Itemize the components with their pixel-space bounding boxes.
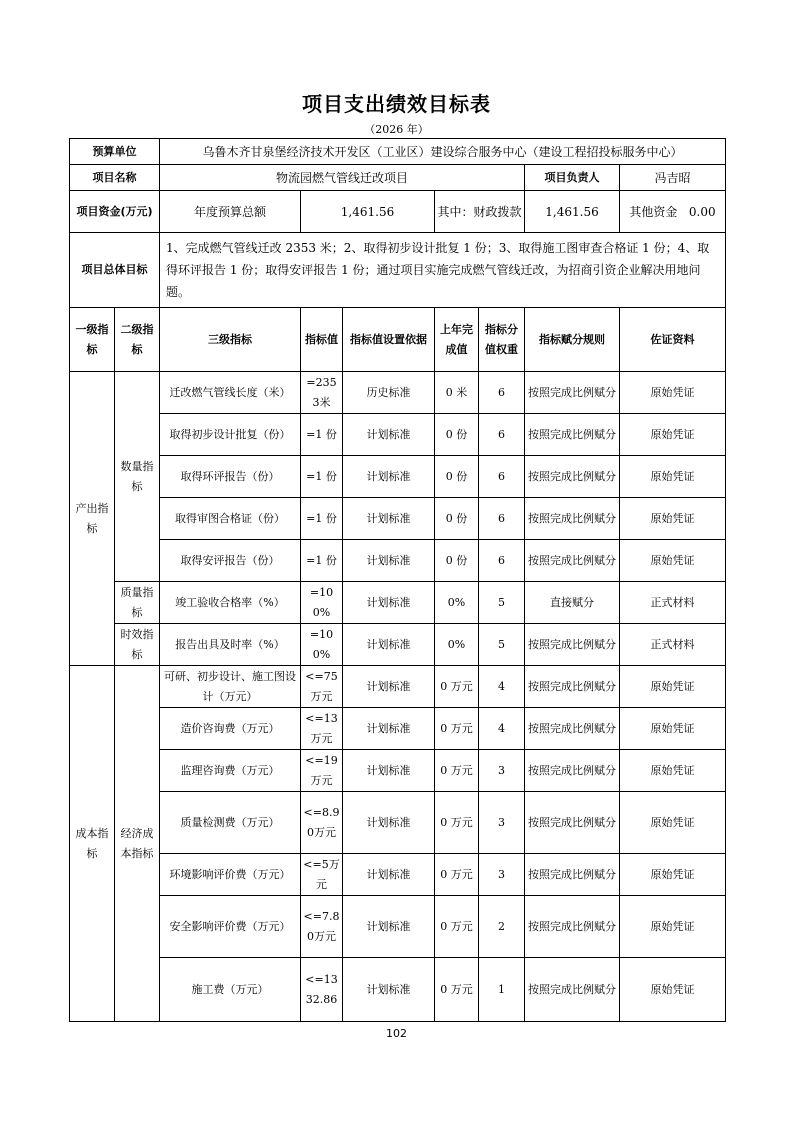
indicator-last-year: 0 份 bbox=[435, 414, 479, 456]
indicator-evidence: 正式材料 bbox=[620, 624, 726, 666]
indicator-name: 监理咨询费（万元） bbox=[160, 750, 301, 792]
indicator-last-year: 0 万元 bbox=[435, 792, 479, 854]
indicator-name: 施工费（万元） bbox=[160, 958, 301, 1022]
indicator-rule: 直接赋分 bbox=[525, 582, 620, 624]
indicator-name: 取得审图合格证（份） bbox=[160, 498, 301, 540]
indicator-value: =1 份 bbox=[301, 540, 343, 582]
indicator-last-year: 0% bbox=[435, 582, 479, 624]
indicator-last-year: 0 份 bbox=[435, 456, 479, 498]
indicator-rule: 按照完成比例赋分 bbox=[525, 456, 620, 498]
indicator-weight: 3 bbox=[479, 750, 525, 792]
leader-value: 冯吉昭 bbox=[620, 165, 726, 191]
indicator-value: =100% bbox=[301, 582, 343, 624]
indicator-value: =1 份 bbox=[301, 456, 343, 498]
project-value: 物流园燃气管线迁改项目 bbox=[160, 165, 525, 191]
indicator-name: 迁改燃气管线长度（米） bbox=[160, 372, 301, 414]
indicator-name: 环境影响评价费（万元） bbox=[160, 854, 301, 896]
indicator-evidence: 原始凭证 bbox=[620, 414, 726, 456]
group-economic: 经济成本指标 bbox=[115, 666, 160, 1022]
indicator-basis: 计划标准 bbox=[343, 708, 435, 750]
group-quantity: 数量指标 bbox=[115, 372, 160, 582]
indicator-weight: 4 bbox=[479, 666, 525, 708]
indicator-rule: 按照完成比例赋分 bbox=[525, 854, 620, 896]
indicator-basis: 计划标准 bbox=[343, 624, 435, 666]
indicator-last-year: 0% bbox=[435, 624, 479, 666]
indicator-basis: 计划标准 bbox=[343, 540, 435, 582]
indicator-evidence: 原始凭证 bbox=[620, 958, 726, 1022]
indicator-evidence: 原始凭证 bbox=[620, 896, 726, 958]
unit-label: 预算单位 bbox=[70, 139, 160, 165]
indicator-weight: 5 bbox=[479, 624, 525, 666]
indicator-weight: 4 bbox=[479, 708, 525, 750]
indicator-weight: 3 bbox=[479, 792, 525, 854]
indicator-weight: 5 bbox=[479, 582, 525, 624]
header-weight: 指标分值权重 bbox=[479, 308, 525, 372]
indicator-evidence: 原始凭证 bbox=[620, 540, 726, 582]
goal-label: 项目总体目标 bbox=[70, 233, 160, 308]
indicator-value: <=19万元 bbox=[301, 750, 343, 792]
indicator-evidence: 原始凭证 bbox=[620, 666, 726, 708]
header-last-year: 上年完成值 bbox=[435, 308, 479, 372]
leader-label: 项目负责人 bbox=[525, 165, 620, 191]
indicator-last-year: 0 万元 bbox=[435, 958, 479, 1022]
indicator-last-year: 0 万元 bbox=[435, 708, 479, 750]
page-number: 102 bbox=[386, 1027, 407, 1040]
indicator-basis: 计划标准 bbox=[343, 498, 435, 540]
indicator-last-year: 0 份 bbox=[435, 540, 479, 582]
fund-label: 项目资金(万元) bbox=[70, 191, 160, 233]
fiscal-label: 其中：财政拨款 bbox=[435, 191, 525, 233]
indicator-last-year: 0 万元 bbox=[435, 666, 479, 708]
indicator-evidence: 原始凭证 bbox=[620, 498, 726, 540]
other-funds-value bbox=[620, 191, 726, 233]
indicator-rule: 按照完成比例赋分 bbox=[525, 666, 620, 708]
indicator-rule: 按照完成比例赋分 bbox=[525, 624, 620, 666]
indicator-rule: 按照完成比例赋分 bbox=[525, 792, 620, 854]
year-label: （2026 年） bbox=[364, 123, 429, 136]
indicator-weight: 2 bbox=[479, 896, 525, 958]
indicator-basis: 计划标准 bbox=[343, 666, 435, 708]
indicator-basis: 计划标准 bbox=[343, 750, 435, 792]
indicator-evidence: 原始凭证 bbox=[620, 708, 726, 750]
header-basis: 指标值设置依据 bbox=[343, 308, 435, 372]
header-level2: 二级指标 bbox=[115, 308, 160, 372]
indicator-value: <=7.80万元 bbox=[301, 896, 343, 958]
indicator-value: =2353米 bbox=[301, 372, 343, 414]
indicator-last-year: 0 万元 bbox=[435, 854, 479, 896]
indicator-basis: 历史标准 bbox=[343, 372, 435, 414]
indicator-rule: 按照完成比例赋分 bbox=[525, 750, 620, 792]
indicator-name: 取得初步设计批复（份） bbox=[160, 414, 301, 456]
performance-table bbox=[69, 138, 726, 1022]
indicator-rule: 按照完成比例赋分 bbox=[525, 896, 620, 958]
indicator-basis: 计划标准 bbox=[343, 896, 435, 958]
indicator-rule: 按照完成比例赋分 bbox=[525, 414, 620, 456]
indicator-name: 报告出具及时率（%） bbox=[160, 624, 301, 666]
header-rule: 指标赋分规则 bbox=[525, 308, 620, 372]
annual-budget-label: 年度预算总额 bbox=[160, 191, 301, 233]
other-funds-label: 其他资金 bbox=[629, 204, 678, 219]
indicator-last-year: 0 万元 bbox=[435, 750, 479, 792]
indicator-weight: 6 bbox=[479, 498, 525, 540]
goal-text: 1、完成燃气管线迁改 2353 米；2、取得初步设计批复 1 份；3、取得施工图审查合格证 1 份；4、取得环评报告 1 份；取得安评报告 1 份；通过项目实施完成燃气管线迁改，为招商引资企业解决用地问题。 bbox=[160, 233, 726, 308]
indicator-value: =1 份 bbox=[301, 498, 343, 540]
indicator-value: =100% bbox=[301, 624, 343, 666]
group-timeliness: 时效指标 bbox=[115, 624, 160, 666]
indicator-weight: 6 bbox=[479, 456, 525, 498]
indicator-basis: 计划标准 bbox=[343, 582, 435, 624]
indicator-rule: 按照完成比例赋分 bbox=[525, 540, 620, 582]
group-quality: 质量指标 bbox=[115, 582, 160, 624]
indicator-evidence: 原始凭证 bbox=[620, 854, 726, 896]
indicator-name: 可研、初步设计、施工图设计（万元） bbox=[160, 666, 301, 708]
indicator-name: 质量检测费（万元） bbox=[160, 792, 301, 854]
indicator-value: <=5万元 bbox=[301, 854, 343, 896]
indicator-evidence: 正式材料 bbox=[620, 582, 726, 624]
indicator-weight: 6 bbox=[479, 372, 525, 414]
page-title: 项目支出绩效目标表 bbox=[302, 92, 491, 116]
indicator-rule: 按照完成比例赋分 bbox=[525, 498, 620, 540]
indicator-name: 取得环评报告（份） bbox=[160, 456, 301, 498]
indicator-name: 造价咨询费（万元） bbox=[160, 708, 301, 750]
indicator-weight: 1 bbox=[479, 958, 525, 1022]
indicator-value: <=75万元 bbox=[301, 666, 343, 708]
indicator-weight: 3 bbox=[479, 854, 525, 896]
indicator-name: 竣工验收合格率（%） bbox=[160, 582, 301, 624]
indicator-last-year: 0 份 bbox=[435, 498, 479, 540]
header-evidence: 佐证资料 bbox=[620, 308, 726, 372]
indicator-evidence: 原始凭证 bbox=[620, 792, 726, 854]
indicator-rule: 按照完成比例赋分 bbox=[525, 708, 620, 750]
header-level1: 一级指标 bbox=[70, 308, 115, 372]
indicator-value: =1 份 bbox=[301, 414, 343, 456]
indicator-name: 安全影响评价费（万元） bbox=[160, 896, 301, 958]
indicator-value: <=8.90万元 bbox=[301, 792, 343, 854]
indicator-evidence: 原始凭证 bbox=[620, 750, 726, 792]
group-output: 产出指标 bbox=[70, 372, 115, 666]
indicator-name: 取得安评报告（份） bbox=[160, 540, 301, 582]
indicator-value: <=1332.86 bbox=[301, 958, 343, 1022]
indicator-basis: 计划标准 bbox=[343, 456, 435, 498]
header-level3: 三级指标 bbox=[160, 308, 301, 372]
other-funds-amount: 0.00 bbox=[688, 204, 716, 219]
indicator-weight: 6 bbox=[479, 540, 525, 582]
indicator-value: <=13万元 bbox=[301, 708, 343, 750]
indicator-last-year: 0 万元 bbox=[435, 896, 479, 958]
indicator-basis: 计划标准 bbox=[343, 414, 435, 456]
annual-budget-value: 1,461.56 bbox=[301, 191, 435, 233]
indicator-rule: 按照完成比例赋分 bbox=[525, 372, 620, 414]
unit-value: 乌鲁木齐甘泉堡经济技术开发区（工业区）建设综合服务中心（建设工程招投标服务中心） bbox=[160, 139, 726, 165]
indicator-weight: 6 bbox=[479, 414, 525, 456]
group-cost: 成本指标 bbox=[70, 666, 115, 1022]
indicator-basis: 计划标准 bbox=[343, 854, 435, 896]
header-value: 指标值 bbox=[301, 308, 343, 372]
indicator-basis: 计划标准 bbox=[343, 958, 435, 1022]
indicator-basis: 计划标准 bbox=[343, 792, 435, 854]
indicator-rule: 按照完成比例赋分 bbox=[525, 958, 620, 1022]
indicator-evidence: 原始凭证 bbox=[620, 372, 726, 414]
indicator-evidence: 原始凭证 bbox=[620, 456, 726, 498]
project-label: 项目名称 bbox=[70, 165, 160, 191]
fiscal-value: 1,461.56 bbox=[525, 191, 620, 233]
indicator-last-year: 0 米 bbox=[435, 372, 479, 414]
